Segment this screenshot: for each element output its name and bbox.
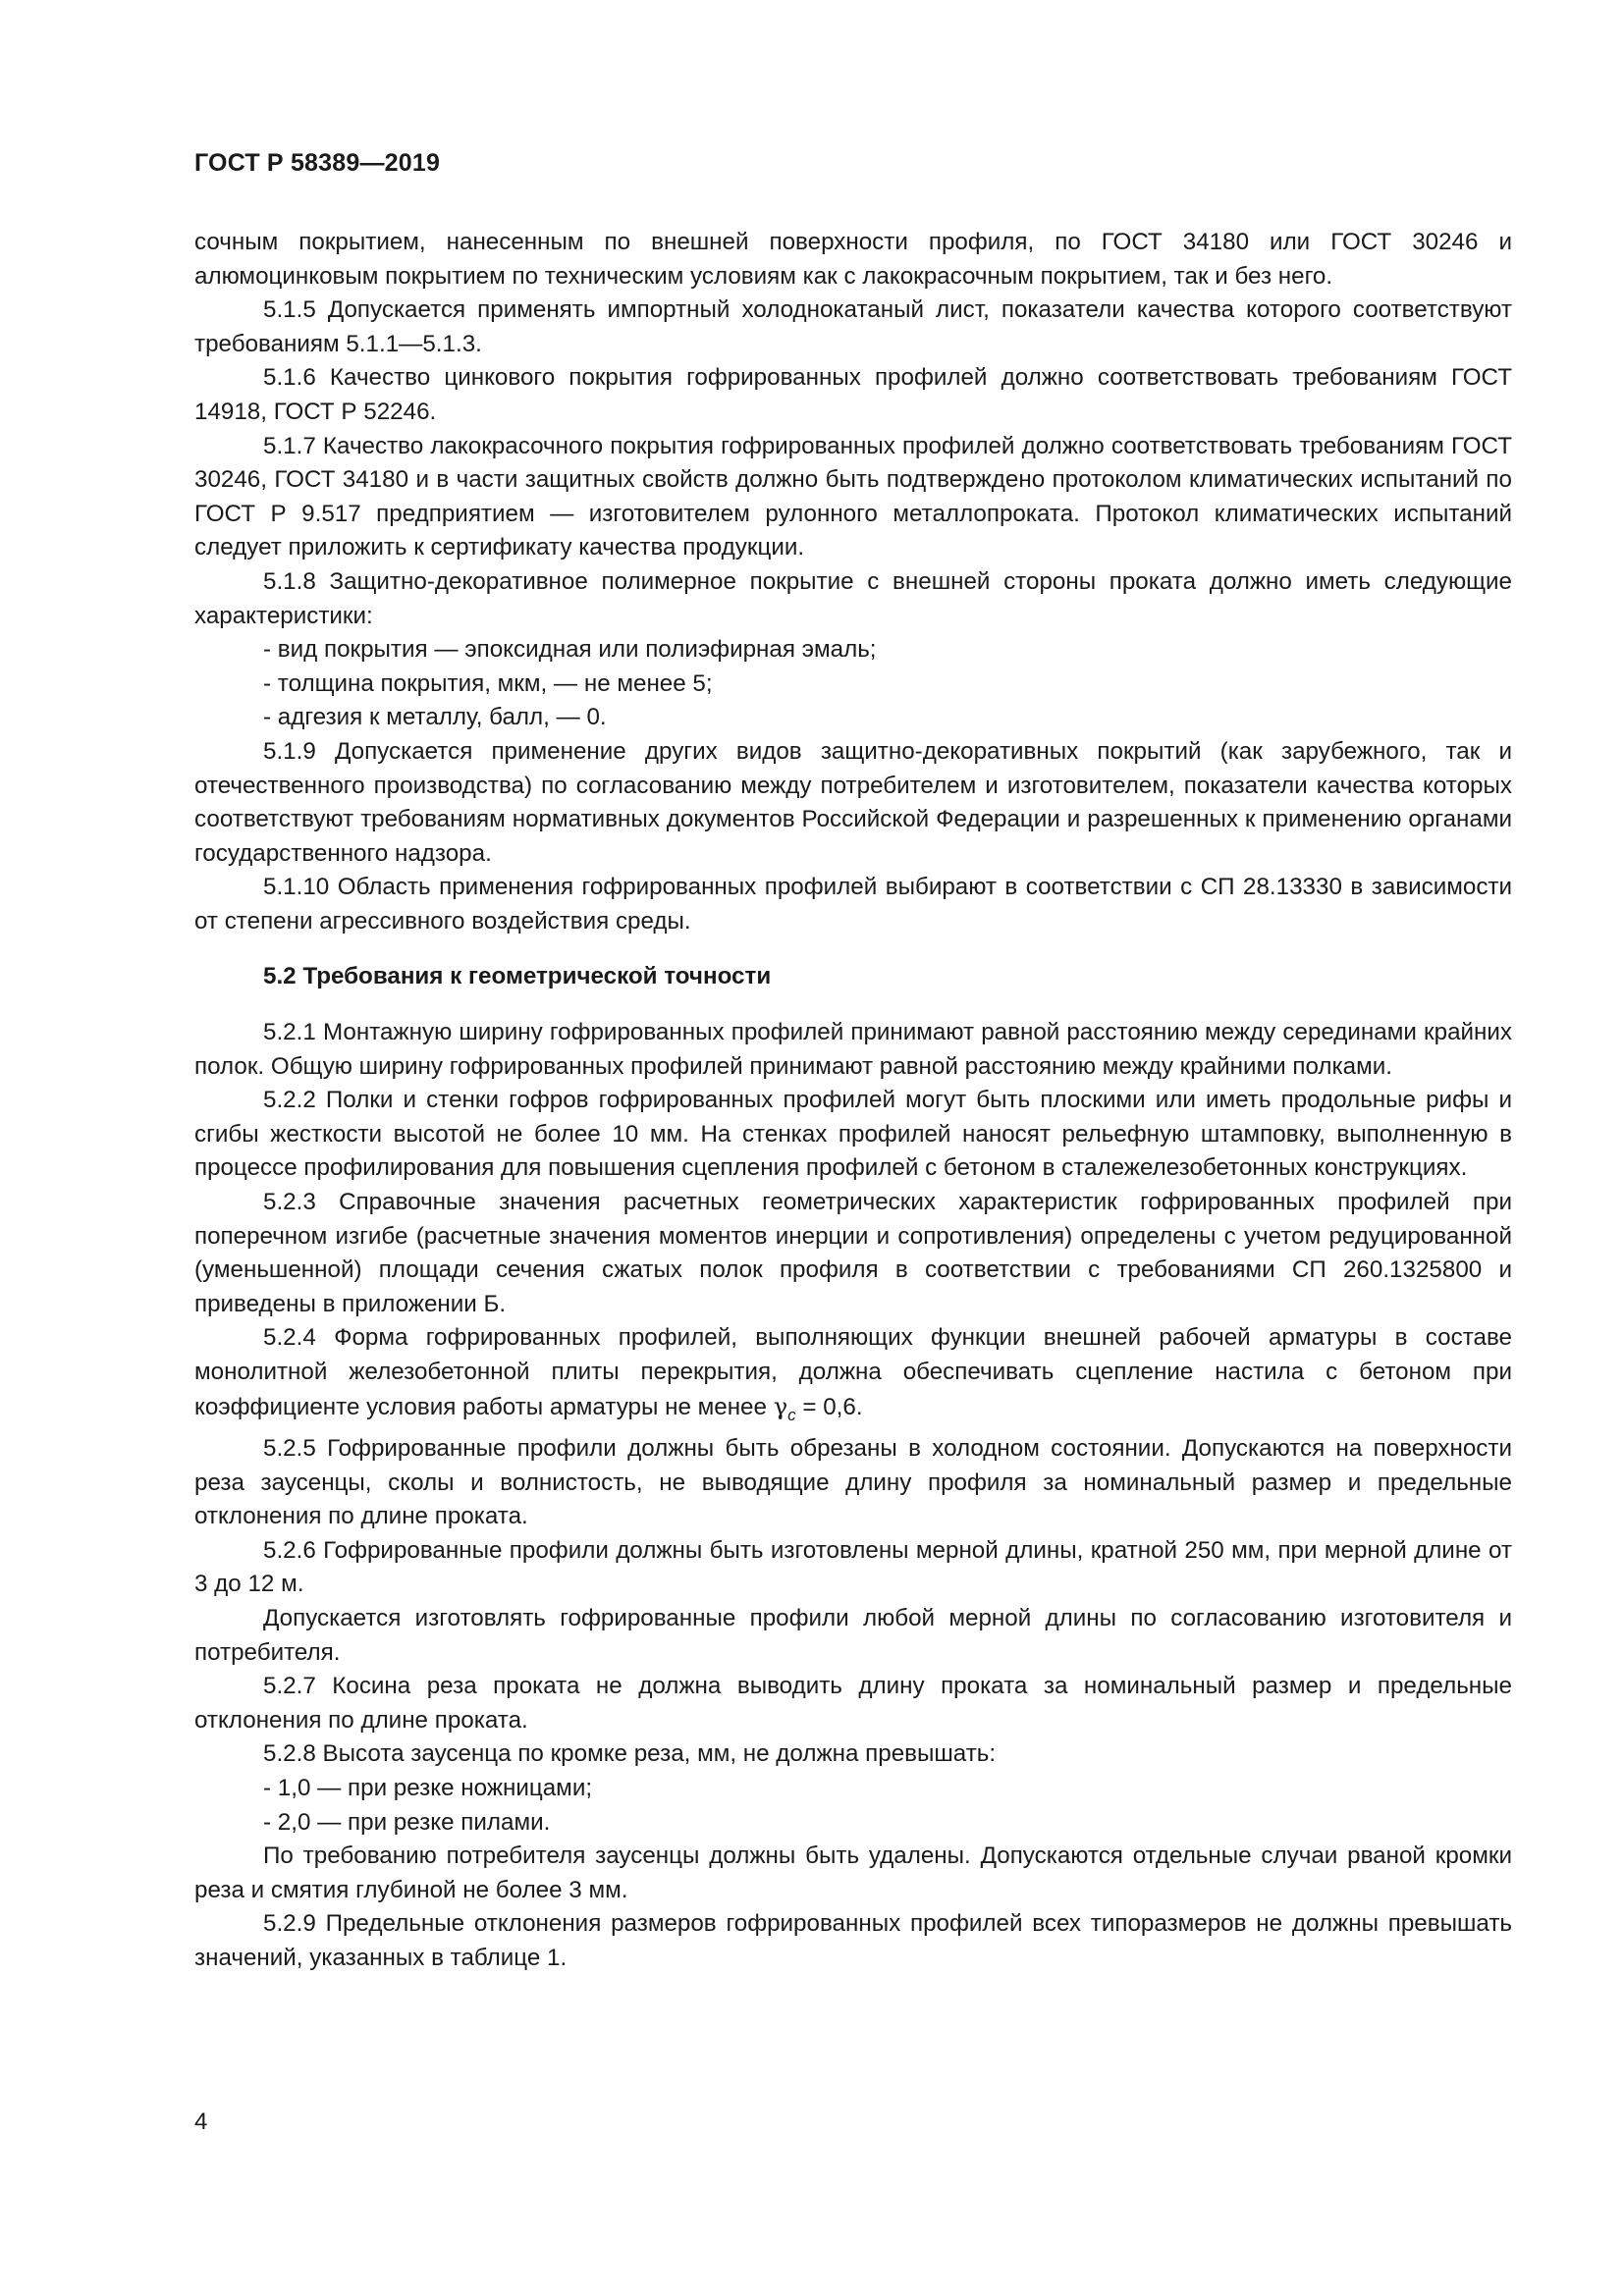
paragraph-5-1-7: 5.1.7 Качество лакокрасочного покрытия гофрированных профилей должно соответствовать требованиям ГОСТ 30246, ГОСТ 34180 и в части защитных свойств должно быть подтверждено протоколом климатических испытаний по ГОСТ Р 9.517 предприятием — изготовителем рулонного металлопроката. Протокол климатических испытаний следует приложить к сертификату качества продукции. (194, 432, 1512, 561)
paragraph-5-2-6-note: Допускается изготовлять гофрированные профили любой мерной длины по согласованию изготовителя и потребителя. (194, 1605, 1512, 1666)
paragraph-5-2-8-note: По требованию потребителя заусенцы должны быть удалены. Допускаются отдельные случаи рваной кромки реза и смятия глубиной не более 3 мм. (194, 1842, 1512, 1903)
list-item-coating-type: - вид покрытия — эпоксидная или полиэфирная эмаль; (263, 636, 877, 664)
document-body (194, 226, 1512, 1976)
paragraph-5-1-8: 5.1.8 Защитно-декоративное полимерное покрытие с внешней стороны проката должно иметь следующие характеристики: (194, 567, 1512, 629)
paragraph-5-2-9: 5.2.9 Предельные отклонения размеров гофрированных профилей всех типоразмеров не должны превышать значений, указанных в таблице 1. (194, 1910, 1512, 1972)
paragraph-5-2-4-value: = 0,6. (795, 1393, 863, 1420)
paragraph-5-2-4 (194, 1321, 1512, 1432)
list-item-adhesion: - адгезия к металлу, балл, — 0. (263, 704, 607, 731)
list-item-coating-thickness: - толщина покрытия, мкм, — не менее 5; (263, 669, 713, 697)
paragraph-5-2-3: 5.2.3 Справочные значения расчетных геометрических характеристик гофрированных профилей при поперечном изгибе (расчетные значения моментов инерции и сопротивления) определены с учетом редуцированной (уменьшенной) площади сечения сжатых полок профиля в соответствии с требованиями СП 260.1325800 и приведены в приложении Б. (194, 1189, 1512, 1317)
paragraph-5-1-9: 5.1.9 Допускается применение других видов защитно-декоративных покрытий (как зарубежного, так и отечественного производства) по согласованию между потребителем и изготовителем, показатели качества которых соответствуют требованиям нормативных документов Российской Федерации и разрешенных к применению органами государственного надзора. (194, 737, 1512, 867)
paragraph-5-1-5: 5.1.5 Допускается применять импортный холоднокатаный лист, показатели качества которого соответствуют требованиям 5.1.1—5.1.3. (194, 296, 1512, 357)
paragraph-5-2-1: 5.2.1 Монтажную ширину гофрированных профилей принимают равной расстоянию между серединами крайних полок. Общую ширину гофрированных профилей принимают равной расстоянию между крайними полками. (194, 1019, 1512, 1080)
list-item-shears: - 1,0 — при резке ножницами; (263, 1775, 593, 1802)
paragraph-continuation: сочным покрытием, нанесенным по внешней поверхности профиля, по ГОСТ 34180 или ГОСТ 30246 и алюмоцинковым покрытием по техническим условиям как с лакокрасочным покрытием, так и без него. (194, 229, 1512, 290)
page-number: 4 (194, 2109, 208, 2135)
section-heading-5-2: 5.2 Требования к геометрической точности (263, 963, 772, 990)
paragraph-5-2-2: 5.2.2 Полки и стенки гофров гофрированных профилей могут быть плоскими или иметь продольные рифы и сгибы жесткости высотой не более 10 мм. На стенках профилей наносят рельефную штамповку, выполненную в процессе профилирования для повышения сцепления профилей с бетоном в сталежелезобетонных конструкциях. (194, 1087, 1512, 1182)
paragraph-5-2-5: 5.2.5 Гофрированные профили должны быть обрезаны в холодном состоянии. Допускаются на поверхности реза заусенцы, сколы и волнистость, не выводящие длину профиля за номинальный размер и предельные отклонения по длине проката. (194, 1435, 1512, 1530)
gamma-symbol: γ (773, 1392, 788, 1420)
document-code-header: ГОСТ Р 58389—2019 (194, 149, 441, 177)
paragraph-5-2-8: 5.2.8 Высота заусенца по кромке реза, мм, не должна превышать: (263, 1740, 997, 1768)
paragraph-5-1-6: 5.1.6 Качество цинкового покрытия гофрированных профилей должно соответствовать требованиям ГОСТ 14918, ГОСТ Р 52246. (194, 364, 1512, 425)
paragraph-5-2-4-text: 5.2.4 Форма гофрированных профилей, выполняющих функции внешней рабочей арматуры в составе монолитной железобетонной плиты перекрытия, должна обеспечивать сцепление настила с бетоном при коэффициенте условия работы арматуры не менее (194, 1324, 1512, 1420)
paragraph-5-2-7: 5.2.7 Косина реза проката не должна выводить длину проката за номинальный размер и предельные отклонения по длине проката. (194, 1673, 1512, 1734)
paragraph-5-2-6: 5.2.6 Гофрированные профили должны быть изготовлены мерной длины, кратной 250 мм, при мерной длине от 3 до 12 м. (194, 1536, 1512, 1598)
list-item-saws: - 2,0 — при резке пилами. (263, 1808, 551, 1836)
paragraph-5-1-10: 5.1.10 Область применения гофрированных профилей выбирают в соответствии с СП 28.13330 в зависимости от степени агрессивного воздействия среды. (194, 874, 1512, 934)
gamma-subscript: c (787, 1405, 796, 1424)
